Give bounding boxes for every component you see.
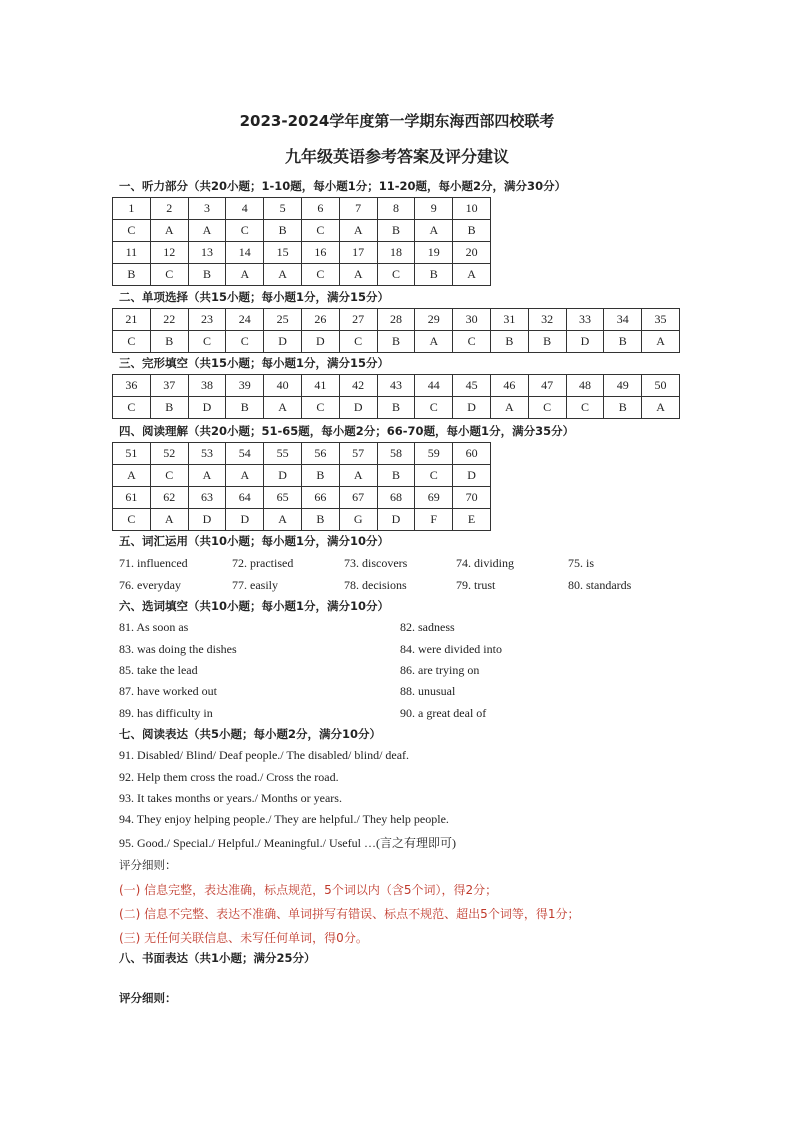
answer-cell: C [188, 331, 226, 353]
question-number-cell: 23 [188, 309, 226, 331]
answer-cell: B [188, 264, 226, 286]
question-number-cell: 29 [415, 309, 453, 331]
answer-cell: C [113, 509, 151, 531]
reading-expression-answer: 93. It takes months or years./ Months or years. [119, 791, 342, 805]
question-number-cell: 11 [113, 242, 151, 264]
answer-cell: B [377, 220, 415, 242]
question-number-cell: 56 [301, 443, 339, 465]
answer-cell: C [301, 264, 339, 286]
answer-row [113, 331, 680, 353]
question-number-cell: 63 [188, 487, 226, 509]
document-title: 2023-2024学年度第一学期东海西部四校联考 [239, 112, 555, 130]
answer-cell: F [415, 509, 453, 531]
section-1-heading: 一、听力部分（共20小题；1-10题，每小题1分；11-20题，每小题2分，满分30分） [119, 179, 567, 193]
answer-cell: D [264, 331, 302, 353]
question-number-cell: 18 [377, 242, 415, 264]
question-number-cell: 41 [301, 375, 339, 397]
vocab-answer: 78. decisions [344, 578, 407, 592]
question-number-cell: 47 [528, 375, 566, 397]
question-number-cell: 49 [604, 375, 642, 397]
answer-cell: D [188, 397, 226, 419]
question-number-cell: 70 [453, 487, 491, 509]
question-number-cell: 52 [150, 443, 188, 465]
section-4-answer-table [112, 442, 491, 531]
question-number-cell: 34 [604, 309, 642, 331]
answer-cell: A [113, 465, 151, 487]
answer-cell: B [604, 397, 642, 419]
answer-cell: B [377, 331, 415, 353]
answer-cell: B [301, 465, 339, 487]
answer-cell: B [264, 220, 302, 242]
answer-cell: C [415, 465, 453, 487]
answer-cell: B [301, 509, 339, 531]
reading-expression-answer: 92. Help them cross the road./ Cross the road. [119, 770, 339, 784]
answer-cell: D [453, 397, 491, 419]
answer-cell: C [415, 397, 453, 419]
answer-cell: A [150, 509, 188, 531]
vocab-answer: 76. everyday [119, 578, 181, 592]
answer-cell: E [453, 509, 491, 531]
question-number-cell: 45 [453, 375, 491, 397]
answer-cell: B [150, 397, 188, 419]
section-8-heading: 八、书面表达（共1小题；满分25分） [119, 951, 316, 965]
question-number-cell: 10 [453, 198, 491, 220]
question-number-row [113, 375, 680, 397]
answer-cell: A [226, 264, 264, 286]
question-number-cell: 28 [377, 309, 415, 331]
word-choice-answer: 84. were divided into [400, 642, 502, 656]
question-number-cell: 7 [339, 198, 377, 220]
question-number-cell: 15 [264, 242, 302, 264]
answer-cell: D [377, 509, 415, 531]
writing-scoring-rules-title: 评分细则： [119, 991, 177, 1005]
answer-cell: D [566, 331, 604, 353]
question-number-cell: 25 [264, 309, 302, 331]
section-5-heading: 五、词汇运用（共10小题；每小题1分，满分10分） [119, 534, 390, 548]
answer-cell: C [301, 397, 339, 419]
answer-cell: B [377, 397, 415, 419]
answer-cell: C [150, 465, 188, 487]
question-number-cell: 3 [188, 198, 226, 220]
answer-cell: C [226, 331, 264, 353]
question-number-row [113, 198, 491, 220]
answer-row [113, 509, 491, 531]
section-2-answer-table [112, 308, 680, 353]
answer-cell: B [453, 220, 491, 242]
section-1-answer-table [112, 197, 491, 286]
answer-cell: D [339, 397, 377, 419]
vocab-answer: 80. standards [568, 578, 632, 592]
vocab-answer: 77. easily [232, 578, 278, 592]
question-number-cell: 58 [377, 443, 415, 465]
answer-cell: A [339, 220, 377, 242]
question-number-cell: 36 [113, 375, 151, 397]
question-number-cell: 50 [642, 375, 680, 397]
answer-cell: A [453, 264, 491, 286]
word-choice-answer: 86. are trying on [400, 663, 480, 677]
question-number-cell: 46 [490, 375, 528, 397]
question-number-cell: 14 [226, 242, 264, 264]
answer-cell: D [301, 331, 339, 353]
question-number-cell: 9 [415, 198, 453, 220]
answer-cell: A [642, 331, 680, 353]
answer-cell: C [453, 331, 491, 353]
answer-cell: A [490, 397, 528, 419]
question-number-cell: 65 [264, 487, 302, 509]
question-number-cell: 35 [642, 309, 680, 331]
answer-cell: D [188, 509, 226, 531]
reading-expression-answer: 94. They enjoy helping people./ They are helpful./ They help people. [119, 812, 449, 826]
answer-cell: A [264, 264, 302, 286]
answer-cell: B [226, 397, 264, 419]
answer-cell: B [113, 264, 151, 286]
question-number-cell: 44 [415, 375, 453, 397]
question-number-cell: 53 [188, 443, 226, 465]
question-number-cell: 30 [453, 309, 491, 331]
question-number-cell: 20 [453, 242, 491, 264]
document-subtitle: 九年级英语参考答案及评分建议 [284, 147, 509, 166]
answer-cell: C [150, 264, 188, 286]
question-number-cell: 48 [566, 375, 604, 397]
question-number-cell: 40 [264, 375, 302, 397]
question-number-cell: 54 [226, 443, 264, 465]
question-number-cell: 5 [264, 198, 302, 220]
question-number-cell: 6 [301, 198, 339, 220]
answer-row [113, 220, 491, 242]
answer-cell: A [642, 397, 680, 419]
answer-row [113, 397, 680, 419]
word-choice-answer: 88. unusual [400, 684, 456, 698]
vocab-answer: 79. trust [456, 578, 496, 592]
question-number-cell: 61 [113, 487, 151, 509]
question-number-cell: 16 [301, 242, 339, 264]
word-choice-answer: 90. a great deal of [400, 706, 487, 720]
question-number-cell: 69 [415, 487, 453, 509]
answer-cell: C [113, 331, 151, 353]
section-7-heading: 七、阅读表达（共5小题；每小题2分，满分10分） [119, 727, 382, 741]
question-number-cell: 22 [150, 309, 188, 331]
answer-cell: A [415, 331, 453, 353]
answer-cell: C [339, 331, 377, 353]
word-choice-answer: 82. sadness [400, 620, 455, 634]
scoring-rule: (三) 无任何关联信息、未写任何单词，得0分。 [119, 931, 368, 945]
answer-cell: C [113, 220, 151, 242]
question-number-cell: 8 [377, 198, 415, 220]
word-choice-answer: 83. was doing the dishes [119, 642, 237, 656]
question-number-cell: 17 [339, 242, 377, 264]
word-choice-answer: 87. have worked out [119, 684, 217, 698]
answer-cell: A [264, 509, 302, 531]
answer-cell: B [415, 264, 453, 286]
vocab-answer: 74. dividing [456, 556, 515, 570]
question-number-cell: 62 [150, 487, 188, 509]
question-number-cell: 51 [113, 443, 151, 465]
answer-cell: D [453, 465, 491, 487]
question-number-cell: 27 [339, 309, 377, 331]
vocab-answer: 75. is [568, 556, 595, 570]
question-number-cell: 67 [339, 487, 377, 509]
question-number-cell: 37 [150, 375, 188, 397]
question-number-cell: 21 [113, 309, 151, 331]
question-number-row [113, 487, 491, 509]
scoring-rule: (二) 信息不完整、表达不准确、单词拼写有错误、标点不规范、超出5个词等，得1分； [119, 907, 580, 921]
answer-cell: G [339, 509, 377, 531]
section-3-answer-table [112, 374, 680, 419]
section-4-heading: 四、阅读理解（共20小题；51-65题，每小题2分；66-70题，每小题1分，满分35分） [119, 424, 575, 438]
answer-cell: A [226, 465, 264, 487]
answer-cell: B [490, 331, 528, 353]
answer-cell: A [339, 465, 377, 487]
answer-cell: C [528, 397, 566, 419]
answer-cell: D [226, 509, 264, 531]
question-number-cell: 26 [301, 309, 339, 331]
question-number-cell: 66 [301, 487, 339, 509]
question-number-row [113, 309, 680, 331]
question-number-cell: 1 [113, 198, 151, 220]
question-number-cell: 13 [188, 242, 226, 264]
question-number-row [113, 242, 491, 264]
answer-row [113, 264, 491, 286]
question-number-cell: 39 [226, 375, 264, 397]
answer-cell: A [339, 264, 377, 286]
question-number-cell: 38 [188, 375, 226, 397]
question-number-cell: 33 [566, 309, 604, 331]
answer-cell: B [528, 331, 566, 353]
answer-cell: B [150, 331, 188, 353]
answer-cell: A [264, 397, 302, 419]
answer-cell: A [188, 465, 226, 487]
answer-cell: D [264, 465, 302, 487]
section-2-heading: 二、单项选择（共15小题；每小题1分，满分15分） [119, 290, 390, 304]
word-choice-answer: 81. As soon as [119, 620, 189, 634]
answer-cell: C [566, 397, 604, 419]
reading-expression-answer: 91. Disabled/ Blind/ Deaf people./ The disabled/ blind/ deaf. [119, 748, 410, 762]
scoring-rule: (一) 信息完整，表达准确，标点规范，5个词以内（含5个词），得2分； [119, 883, 498, 897]
question-number-cell: 2 [150, 198, 188, 220]
question-number-cell: 43 [377, 375, 415, 397]
question-number-cell: 55 [264, 443, 302, 465]
word-choice-answer: 85. take the lead [119, 663, 198, 677]
answer-cell: A [415, 220, 453, 242]
word-choice-answer: 89. has difficulty in [119, 706, 213, 720]
question-number-cell: 42 [339, 375, 377, 397]
question-number-cell: 32 [528, 309, 566, 331]
question-number-cell: 12 [150, 242, 188, 264]
vocab-answer: 73. discovers [344, 556, 408, 570]
section-6-heading: 六、选词填空（共10小题；每小题1分，满分10分） [119, 599, 390, 613]
question-number-cell: 19 [415, 242, 453, 264]
question-number-row [113, 443, 491, 465]
vocab-answer: 71. influenced [119, 556, 188, 570]
question-number-cell: 31 [490, 309, 528, 331]
question-number-cell: 68 [377, 487, 415, 509]
answer-cell: A [188, 220, 226, 242]
question-number-cell: 60 [453, 443, 491, 465]
vocab-answer: 72. practised [232, 556, 294, 570]
answer-row [113, 465, 491, 487]
answer-cell: C [377, 264, 415, 286]
scoring-rules-title: 评分细则： [119, 858, 177, 872]
answer-cell: A [150, 220, 188, 242]
question-number-cell: 64 [226, 487, 264, 509]
question-number-cell: 24 [226, 309, 264, 331]
answer-cell: B [604, 331, 642, 353]
question-number-cell: 59 [415, 443, 453, 465]
answer-cell: C [226, 220, 264, 242]
question-number-cell: 57 [339, 443, 377, 465]
reading-expression-answer: 95. Good./ Special./ Helpful./ Meaningful./ Useful …(言之有理即可) [119, 836, 456, 850]
answer-cell: C [301, 220, 339, 242]
answer-cell: C [113, 397, 151, 419]
section-3-heading: 三、完形填空（共15小题；每小题1分，满分15分） [119, 356, 390, 370]
answer-cell: B [377, 465, 415, 487]
question-number-cell: 4 [226, 198, 264, 220]
